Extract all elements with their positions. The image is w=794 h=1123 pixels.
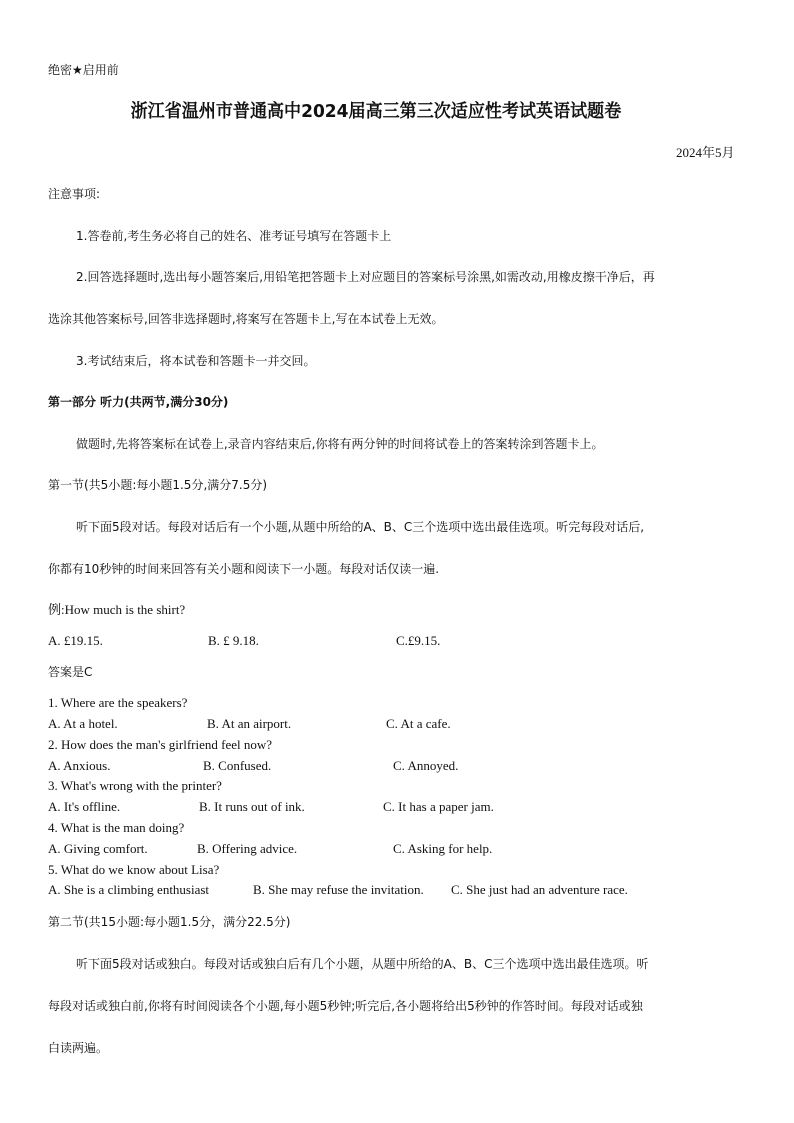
section1-heading: 第一节(共5小题:每小题1.5分,满分7.5分) [48,478,268,492]
exam-title: 浙江省温州市普通高中2024届高三第三次适应性考试英语试题卷 [130,101,622,122]
example-answer: 答案是C [48,665,93,679]
example-option-b: B. £ 9.18. [208,633,259,648]
notice-heading: 注意事项: [48,187,101,201]
confidential-label: 绝密★启用前 [48,63,119,77]
question-3-option-b: B. It runs out of ink. [199,799,305,814]
question-3-option-c: C. It has a paper jam. [383,799,494,814]
example-option-c: C.£9.15. [396,633,441,648]
section2-instruction-line-2: 每段对话或独白前,你将有时间阅读各个小题,每小题5秒钟;听完后,各小题将给出5秒钟的作答时间。每段对话或独 [48,999,643,1013]
question-3-option-a: A. It's offline. [48,799,121,814]
exam-date: 2024年5月 [676,145,735,160]
section1-instruction-line-2: 你都有10秒钟的时间来回答有关小题和阅读下一小题。每段对话仅读一遍. [48,562,440,576]
question-4: 4. What is the man doing? [48,820,185,835]
notice-item-1: 1.答卷前,考生务必将自己的姓名、准考证号填写在答题卡上 [76,229,392,243]
question-5-option-a: A. She is a climbing enthusiast [48,882,210,897]
notice-item-2-line-2: 选涂其他答案标号,回答非选择题时,将案写在答题卡上,写在本试卷上无效。 [48,312,444,326]
question-1: 1. Where are the speakers? [48,695,188,710]
part1-heading: 第一部分 听力(共两节,满分30分) [48,395,229,409]
question-2: 2. How does the man's girlfriend feel now? [48,737,273,752]
example-option-a: A. £19.15. [48,633,103,648]
notice-item-2-line-1: 2.回答选择题时,选出每小题答案后,用铅笔把答题卡上对应题目的答案标号涂黑,如需改动,用橡皮擦干净后，再 [76,270,655,284]
question-2-option-a: A. Anxious. [48,758,111,773]
section2-instruction-line-1: 听下面5段对话或独白。每段对话或独白后有几个小题，从题中所给的A、B、C三个选项中选出最佳选项。听 [76,957,649,971]
section2-heading: 第二节(共15小题:每小题1.5分，满分22.5分) [48,915,291,929]
section1-instruction-line-1: 听下面5段对话。每段对话后有一个小题,从题中所给的A、B、C三个选项中选出最佳选项。听完每段对话后, [76,520,645,534]
question-5-option-b: B. She may refuse the invitation. [253,882,424,897]
question-5: 5. What do we know about Lisa? [48,862,220,877]
question-4-option-b: B. Offering advice. [197,841,298,856]
notice-item-3: 3.考试结束后，将本试卷和答题卡一并交回。 [76,354,316,368]
example-question: 例:How much is the shirt? [48,602,186,617]
question-1-option-a: A. At a hotel. [48,716,118,731]
question-2-option-b: B. Confused. [203,758,272,773]
question-2-option-c: C. Annoyed. [393,758,459,773]
question-1-option-b: B. At an airport. [207,716,292,731]
question-4-option-a: A. Giving comfort. [48,841,148,856]
question-4-option-c: C. Asking for help. [393,841,493,856]
section2-instruction-line-3: 白读两遍。 [48,1041,109,1055]
question-3: 3. What's wrong with the printer? [48,778,222,793]
question-1-option-c: C. At a cafe. [386,716,451,731]
part1-instruction: 做题时,先将答案标在试卷上,录音内容结束后,你将有两分钟的时间将试卷上的答案转涂到答题卡上。 [76,437,604,451]
question-5-option-c: C. She just had an adventure race. [451,882,628,897]
